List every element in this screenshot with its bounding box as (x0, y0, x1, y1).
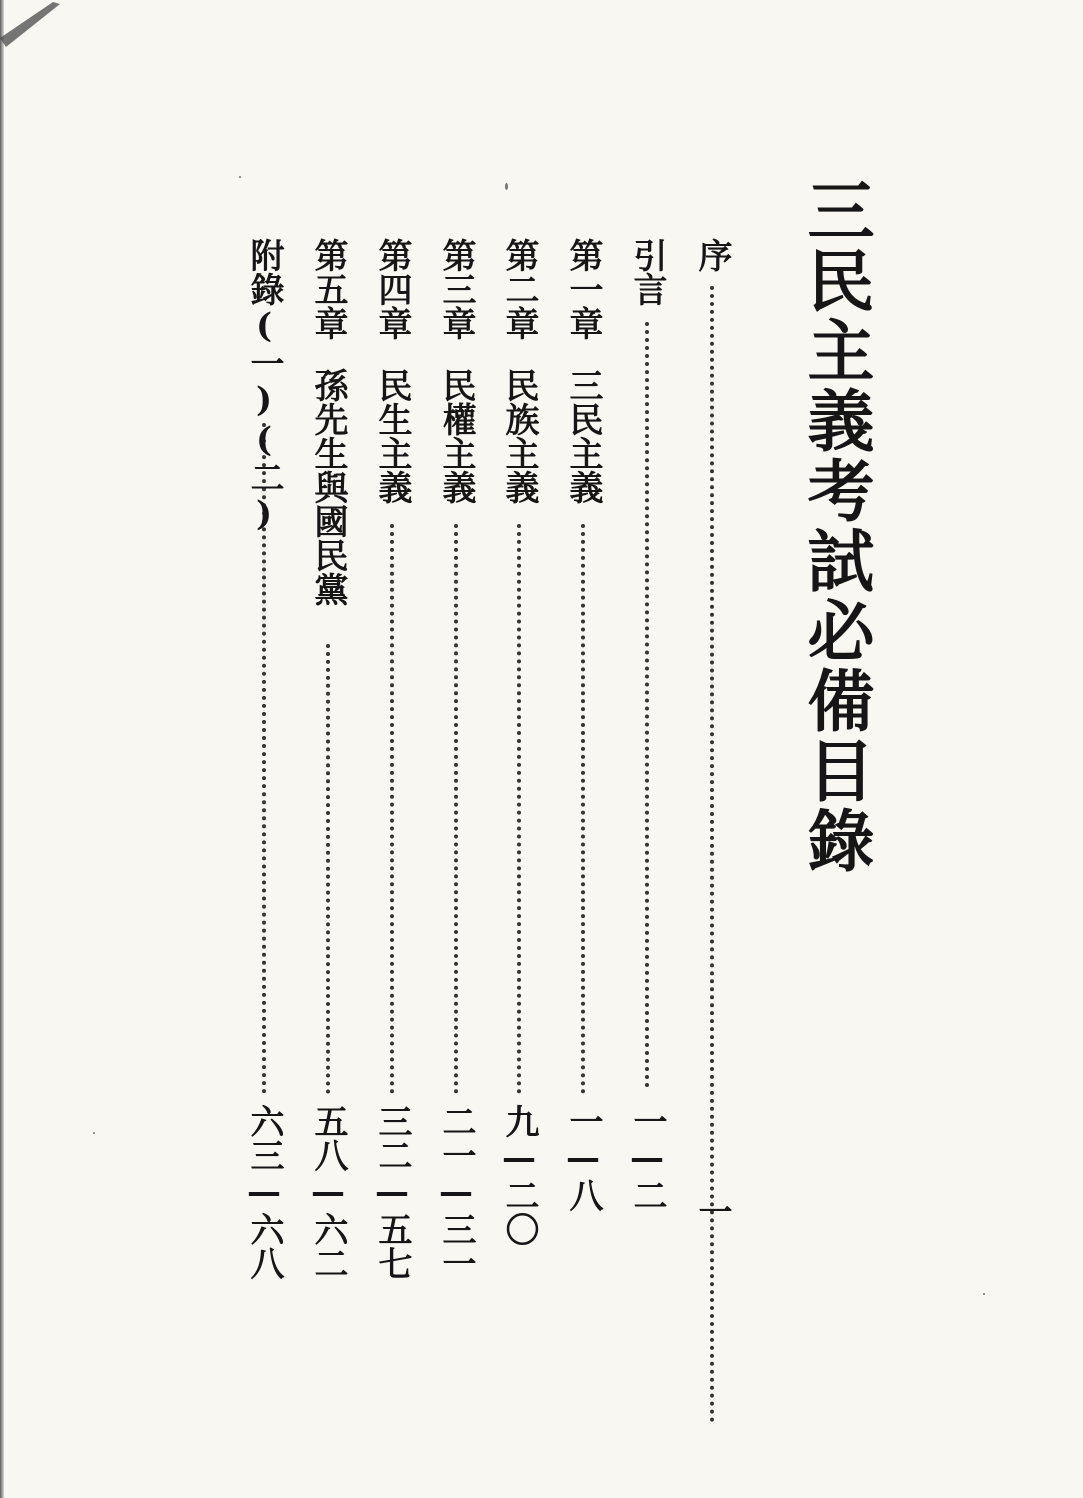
toc-entry-appendix (244, 238, 284, 1280)
introduction-dot-leader (645, 322, 653, 1088)
scan-speck (983, 1293, 985, 1295)
chapter-one-dot-leader (581, 524, 589, 1094)
appendix-label: 附錄(一)(二) (244, 238, 284, 534)
scan-corner-mark (0, 0, 64, 52)
preface-label: 序 (692, 238, 732, 272)
appendix-page-range: 六三—六八 (244, 1104, 284, 1280)
chapter-one-number: 第一章 (563, 238, 603, 340)
toc-entry-preface (692, 238, 732, 1238)
chapter-two-title: 民族主義 (499, 368, 539, 504)
chapter-one-page-range: 一—八 (563, 1104, 603, 1212)
preface-page-range: 一 (692, 1194, 732, 1228)
chapter-two-page-range: 九—二〇 (499, 1104, 539, 1246)
scan-speck (239, 176, 241, 178)
scanned-page-left-edge (0, 0, 4, 1498)
appendix-dot-leader (262, 423, 270, 1094)
toc-entry-chapter-one (563, 238, 603, 1238)
preface-dot-leader (710, 286, 718, 1423)
chapter-two-number: 第二章 (499, 238, 539, 340)
chapter-five-title: 孫先生與國民黨 (308, 368, 348, 606)
chapter-four-number: 第四章 (372, 238, 412, 340)
chapter-one-title: 三民主義 (563, 368, 603, 504)
chapter-four-dot-leader (390, 524, 398, 1094)
contents-title: 三民主義考試必備目錄 (797, 176, 876, 876)
chapter-three-page-range: 二一—三一 (436, 1104, 476, 1280)
chapter-five-number: 第五章 (308, 238, 348, 340)
toc-entry-chapter-five (308, 238, 348, 1280)
scan-speck (505, 183, 508, 190)
scan-speck (93, 1132, 95, 1134)
chapter-four-page-range: 三二—五七 (372, 1104, 412, 1280)
toc-entry-introduction (627, 238, 667, 1238)
chapter-four-title: 民生主義 (372, 368, 412, 504)
chapter-five-page-range: 五八—六二 (308, 1104, 348, 1280)
toc-entry-chapter-two (499, 238, 539, 1246)
chapter-three-number: 第三章 (436, 238, 476, 340)
chapter-two-dot-leader (517, 524, 525, 1094)
toc-entry-chapter-four (372, 238, 412, 1280)
toc-entry-chapter-three (436, 238, 476, 1280)
introduction-label: 引言 (627, 238, 667, 306)
introduction-page-range: 一—二 (627, 1104, 667, 1212)
chapter-five-dot-leader (326, 644, 334, 1094)
chapter-three-dot-leader (454, 524, 462, 1094)
chapter-three-title: 民權主義 (436, 368, 476, 504)
